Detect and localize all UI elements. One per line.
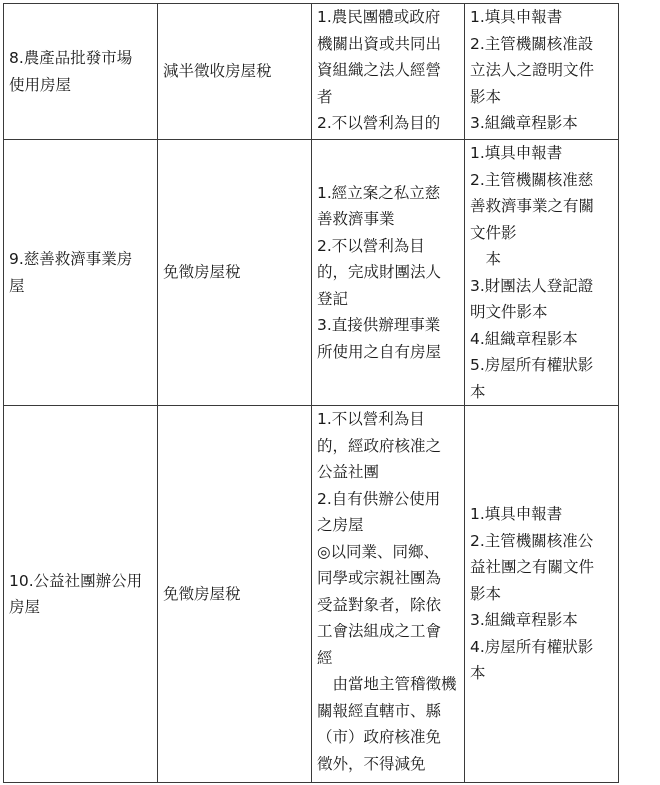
condition-line: 的，經政府核准之 <box>317 436 442 455</box>
condition-line: 之房屋 <box>317 516 364 534</box>
documents-cell <box>465 406 619 783</box>
condition-line: 經 <box>317 648 333 667</box>
condition-line: 所使用之自有房屋 <box>317 342 442 361</box>
document-line: 影本 <box>470 584 502 603</box>
item-text: 8.農產品批發市場 <box>9 49 133 67</box>
condition-line: 資組織之法人經營 <box>317 61 442 79</box>
condition-line: 者 <box>317 87 333 106</box>
conditions-cell <box>312 406 465 783</box>
benefit-text: 免徵房屋稅 <box>163 263 241 282</box>
condition-line: 由當地主管稽徵機 <box>317 675 457 693</box>
condition-line: ◎以同業、同鄉、 <box>317 542 440 561</box>
document-line: 1.填具申報書 <box>470 8 563 26</box>
document-line: 4.組織章程影本 <box>470 329 578 348</box>
conditions-cell <box>312 140 465 406</box>
document-line: 2.主管機關核准設 <box>470 34 594 53</box>
condition-line: 2.不以營利為目的 <box>317 114 441 132</box>
document-line: 立法人之證明文件 <box>470 61 595 79</box>
table-row <box>4 406 619 783</box>
document-line: 本 <box>470 250 502 268</box>
benefit-cell <box>158 406 312 783</box>
document-line: 3.財團法人登記證 <box>470 276 594 295</box>
document-line: 5.房屋所有權狀影 <box>470 356 594 374</box>
condition-line: 3.直接供辦理事業 <box>317 316 441 335</box>
condition-line: 工會法組成之工會 <box>317 622 442 640</box>
item-text: 房屋 <box>9 598 41 616</box>
document-line: 3.組織章程影本 <box>470 114 578 132</box>
item-cell <box>4 4 158 140</box>
document-line: 善救濟事業之有關 <box>470 197 595 215</box>
condition-line: 1.經立案之私立慈 <box>317 183 441 202</box>
condition-line: 善救濟事業 <box>317 210 395 229</box>
condition-line: 的，完成財團法人 <box>317 263 442 282</box>
document-line: 1.填具申報書 <box>470 144 563 162</box>
document-line: 1.填具申報書 <box>470 505 563 524</box>
benefit-cell <box>158 140 312 406</box>
benefit-text: 免徵房屋稅 <box>163 584 241 603</box>
document-line: 本 <box>470 664 486 683</box>
document-line: 益社團之有關文件 <box>470 558 595 577</box>
condition-line: 1.不以營利為目 <box>317 410 425 428</box>
document-line: 2.主管機關核准慈 <box>470 170 594 189</box>
condition-line: 登記 <box>317 289 349 308</box>
condition-line: （市）政府核准免 <box>317 728 442 746</box>
item-text: 屋 <box>9 276 25 295</box>
documents-cell <box>465 140 619 406</box>
item-text: 9.慈善救濟事業房 <box>9 250 133 268</box>
document-line: 2.主管機關核准公 <box>470 531 594 550</box>
document-line: 影本 <box>470 87 502 106</box>
document-line: 文件影 <box>470 223 517 242</box>
document-line: 明文件影本 <box>470 303 548 321</box>
table-row <box>4 140 619 406</box>
item-cell <box>4 406 158 783</box>
condition-line: 同學或宗親社團為 <box>317 569 442 587</box>
tax-exemption-table <box>3 3 619 783</box>
document-line: 4.房屋所有權狀影 <box>470 637 594 656</box>
condition-line: 2.自有供辦公使用 <box>317 489 441 508</box>
benefit-cell <box>158 4 312 140</box>
condition-line: 2.不以營利為目 <box>317 236 425 255</box>
condition-line: 關報經直轄市、縣 <box>317 701 442 720</box>
item-text: 使用房屋 <box>9 75 72 94</box>
condition-line: 1.農民團體或政府 <box>317 8 441 26</box>
condition-line: 受益對象者，除依 <box>317 595 442 614</box>
item-text: 10.公益社團辦公用 <box>9 571 143 590</box>
table-row <box>4 4 619 140</box>
item-cell <box>4 140 158 406</box>
condition-line: 公益社團 <box>317 463 380 481</box>
conditions-cell <box>312 4 465 140</box>
condition-line: 徵外，不得減免 <box>317 754 426 773</box>
documents-cell <box>465 4 619 140</box>
benefit-text: 減半徵收房屋稅 <box>163 62 272 81</box>
document-line: 3.組織章程影本 <box>470 611 578 630</box>
condition-line: 機關出資或共同出 <box>317 34 442 53</box>
document-line: 本 <box>470 382 486 401</box>
